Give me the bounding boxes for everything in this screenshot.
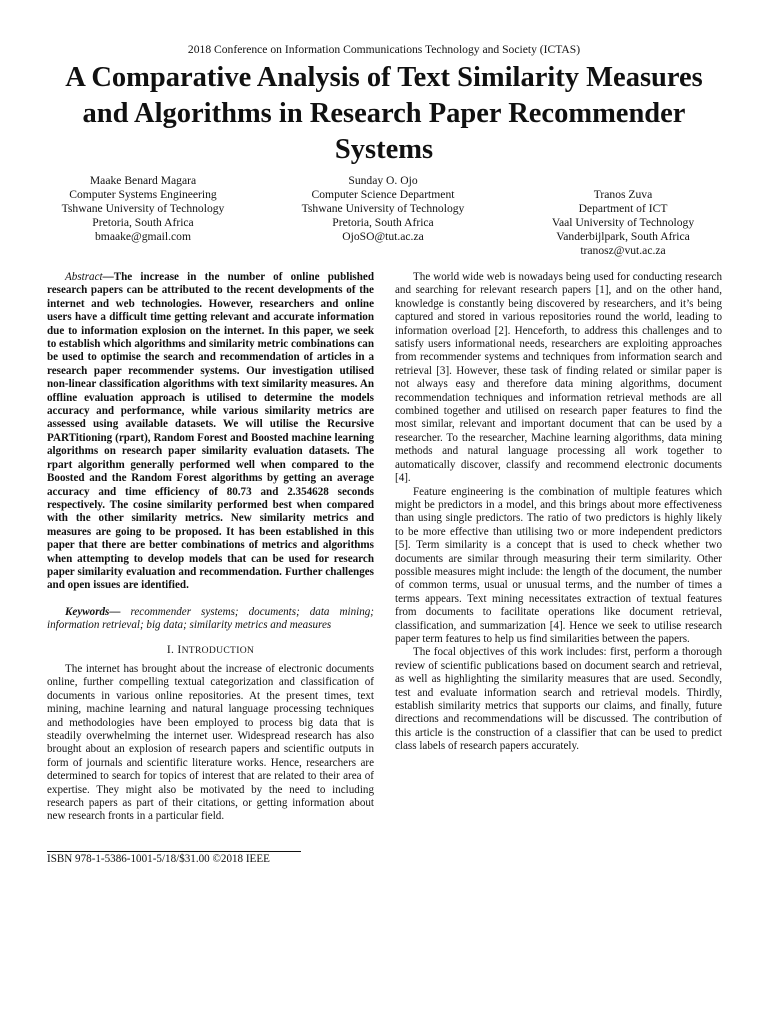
- copyright-footer: ISBN 978-1-5386-1001-5/18/$31.00 ©2018 IEEE: [47, 853, 270, 865]
- abstract-text: The increase in the number of online published research papers can be attributed to the recent developments of the internet and web technologies. However, researchers and online users have a difficult time getting relevant and accurate information due to information explosion on the internet. In this paper, we seek to establish which algorithms and similarity metric combinations can be used to optimise the search and recommendation of articles in a research paper recommender systems. Our investigation utilised non-linear classification algorithms with text similarity measures. An offline evaluation approach is utilised to determine the models accuracy and performance, while various similarity metrics are assessed using available datasets. We will utilise the Recursive PARTitioning (rpart), Random Forest and Boosted machine learning algorithms on research paper similarity evaluation datasets. The rpart algorithm generally performed well when compared to the Boosted and the Random Forest algorithms by getting an average accuracy and time efficiency of 80.73 and 2.354628 seconds respectively. The cosine similarity performed best when compared with the other similarity metrics. New similarity metrics and measures are going to be proposed. It has been established in this paper that there are better combinations of metrics and algorithms when attempting to develop models that can be used for research paper similarity evaluation and recommendation. Further challenges and open issues are identified.: [47, 271, 374, 592]
- author-organization: Tshwane University of Technology: [61, 201, 225, 215]
- author-organization: Tshwane University of Technology: [301, 201, 465, 215]
- author-email: bmaake@gmail.com: [95, 229, 191, 243]
- intro-paragraph: The internet has brought about the increase of electronic documents online, further compelling textual categorization and classification of documents in various online repositories. At the present times, text mining, machine learning and natural language processing techniques and methodologies have been employed to process big data that is steadily overwhelming the internet user. Widespread research has also brought about an explosion of research papers and scientific outputs in form of journals and scientific literature works. Hence, researchers are determined to search for topics of interest that are related to their area of expertise. They might also be motivated by the need to including research papers as part of their citations, or getting information about new research fronts in a particular field.: [47, 662, 374, 823]
- author-block-3: [498, 188, 748, 258]
- body-paragraph: The world wide web is nowadays being used for conducting research and searching for relevant research papers [1], and on the other hand, knowledge is constantly being discovered by researchers, and it’s being captured and stored in various repositories round the world, leading to information overload [2]. Henceforth, to address this challenges and to satisfy users informational needs, researchers are exploiting approaches from recommender systems and techniques from information search and retrieval [3]. However, these task of finding related or similar paper is not always easy and therefore data mining algorithms, document recommendation techniques and information retrieval methods are all combined together and utilised on research paper features to find the most similar, relevant and important document that can be used by a researcher. To the researcher, Machine learning algorithms, data mining methods and natural language processing all work together to automatically discover, classify and recommend electronic documents [4].: [395, 271, 722, 485]
- author-name: Maake Benard Magara: [89, 174, 197, 187]
- author-department: Computer Systems Engineering: [69, 187, 217, 201]
- author-name: Sunday O. Ojo: [348, 174, 418, 187]
- author-organization: Vaal University of Technology: [551, 215, 695, 229]
- body-paragraph: Feature engineering is the combination of multiple features which might be predictors in a model, and this brings about more effectiveness than using single predictors. The ratio of two predictors is highly likely to be more effective than utilising two or more independent predictors [5]. Term similarity is a concept that is used to check whether two documents are similar through measuring their term similarity. Other possible measures might include: the length of the document, the number of common terms, usual or unusual terms, and the number of times a terms appears. Text mining necessitates extraction of textual features from documents to facilitate operations like document retrieval, classification, and summarization [4]. Hence we seek to utilise research paper term features to help us find similarities between the papers.: [395, 485, 722, 645]
- abstract-dash: —: [102, 271, 114, 283]
- author-location: Pretoria, South Africa: [92, 215, 194, 229]
- author-department: Computer Science Department: [311, 187, 455, 201]
- author-location: Vanderbijlpark, South Africa: [556, 229, 690, 243]
- keywords-label: Keywords—: [65, 605, 121, 618]
- author-department: Department of ICT: [578, 201, 668, 215]
- section-heading-introduction: [47, 643, 374, 657]
- keywords-text: recommender systems; documents; data mining; information retrieval; big data; similarity metrics and measures: [47, 605, 374, 632]
- author-location: Pretoria, South Africa: [332, 215, 434, 229]
- left-column: [47, 271, 374, 824]
- conference-header: 2018 Conference on Information Communications Technology and Society (ICTAS): [187, 43, 581, 56]
- author-block-2: [258, 174, 508, 244]
- abstract: [47, 271, 374, 593]
- section-title-initial: I: [177, 642, 182, 656]
- footer-rule: [47, 851, 301, 852]
- body-paragraph: The focal objectives of this work includes: first, perform a thorough review of scientific publications based on document search and retrieval, as well as highlighting the similarity measures that are used. Secondly, test and evaluate information search and retrieval models. Thirdly, establish similarity metrics that supports our claims, and finally, future directions and recommendations will be discussed. The contribution of this article is the construction of a classifier that can be used to predict class labels of research papers accurately.: [395, 646, 722, 753]
- section-title-rest: NTRODUCTION: [181, 644, 255, 656]
- section-numeral: I.: [166, 642, 175, 656]
- author-email: OjoSO@tut.ac.za: [342, 229, 424, 243]
- author-name: Tranos Zuva: [593, 188, 653, 201]
- author-email: tranosz@vut.ac.za: [580, 243, 666, 257]
- paper-title: A Comparative Analysis of Text Similarity Measures and Algorithms in Research Paper Recommender Systems: [65, 62, 703, 165]
- author-block-1: [18, 174, 268, 244]
- abstract-label: Abstract: [65, 271, 103, 283]
- keywords: [47, 606, 374, 633]
- right-column: [395, 271, 722, 754]
